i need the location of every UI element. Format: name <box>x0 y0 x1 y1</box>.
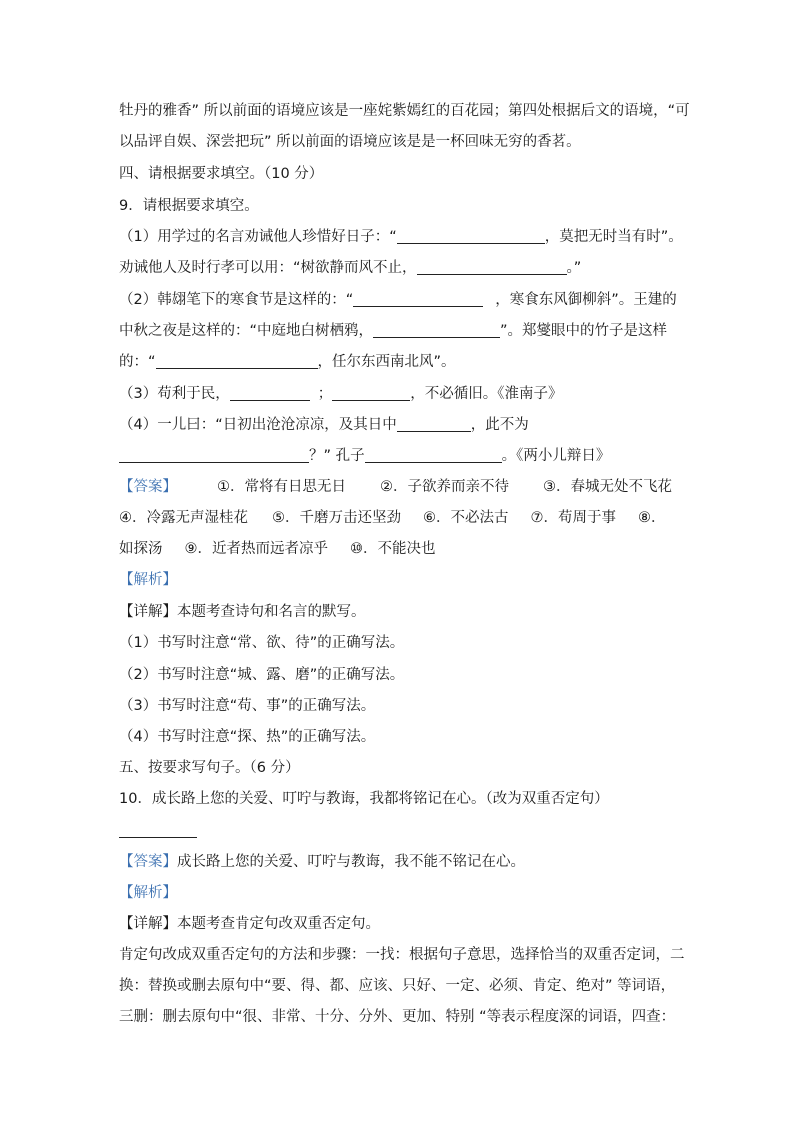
answer-blank[interactable] <box>397 430 471 432</box>
analysis-tag: 【解析】 <box>119 885 177 901</box>
explanation-line: （3）书写时注意“苟、事”的正确写法。 <box>119 698 376 714</box>
question-line: 劝诫他人及时行孝可以用：“树欲静而风不止， 。” <box>119 260 582 276</box>
question-line: （3）苟利于民， ； ，不必循旧。《淮南子》 <box>119 386 563 402</box>
answer-blank[interactable] <box>417 273 567 275</box>
question-line: （2）韩翃笔下的寒食节是这样的：“ ，寒食东风御柳斜”。王建的 <box>119 292 677 308</box>
answer-blank[interactable] <box>397 242 545 244</box>
section-heading: 四、请根据要求填空。（10 分） <box>119 166 324 182</box>
explanation-line: （4）书写时注意“探、热”的正确写法。 <box>119 729 376 745</box>
answer-line: 如探汤 ⑨．近者热而远者凉乎 ⑩．不能决也 <box>119 541 436 557</box>
detail-line: 【详解】本题考查肯定句改双重否定句。 <box>119 916 380 932</box>
question-title: 9．请根据要求填空。 <box>119 198 259 214</box>
answer-blank[interactable] <box>332 399 410 401</box>
answer-tag: 【答案】 <box>119 854 177 870</box>
section-heading: 五、按要求写句子。（6 分） <box>119 760 300 776</box>
question-line: （4）一儿曰：“日初出沧沧凉凉，及其日中 ，此不为 <box>119 417 529 433</box>
answer-blank[interactable] <box>119 461 309 463</box>
answer-line: 【答案】 ①．常将有日思无日 ②．子欲养而亲不待 ③．春城无处不飞花 <box>119 479 672 495</box>
question-line: 中秋之夜是这样的：“中庭地白树栖鸦， ”。郑燮眼中的竹子是这样 <box>119 323 668 339</box>
answer-blank[interactable] <box>373 336 500 338</box>
question-line: 的：“ ，任尔东西南北风”。 <box>119 354 456 370</box>
detail-line: 【详解】本题考查诗句和名言的默写。 <box>119 604 366 620</box>
answer-blank[interactable] <box>119 836 197 838</box>
answer-blank-line <box>119 821 197 841</box>
answer-blank[interactable] <box>156 367 318 369</box>
answer-blank[interactable] <box>230 399 310 401</box>
answer-tag: 【答案】 <box>119 479 177 495</box>
question-line: （1）用学过的名言劝诫他人珍惜好日子：“ ，莫把无时当有时”。 <box>119 229 683 245</box>
paragraph-line: 换：替换或删去原句中“要、得、都、应该、只好、一定、必须、肯定、绝对” 等词语， <box>119 978 676 994</box>
answer-line: 【答案】成长路上您的关爱、叮咛与教诲，我不能不铭记在心。 <box>119 854 525 870</box>
answer-line: ④．冷露无声湿桂花 ⑤．千磨万击还坚劲 ⑥．不必法古 ⑦．苟周于事 ⑧． <box>119 510 666 526</box>
question-line: ？” 孔子 。《两小儿辩日》 <box>119 446 610 466</box>
answer-blank[interactable] <box>353 305 483 307</box>
paragraph-line: 三删：删去原句中“很、非常、十分、分外、更加、特别 “等表示程度深的词语，四查： <box>119 1009 676 1025</box>
answer-blank[interactable] <box>365 461 502 463</box>
explanation-line: （2）书写时注意“城、露、磨”的正确写法。 <box>119 667 405 683</box>
analysis-tag: 【解析】 <box>119 572 177 588</box>
text-line: 以品评自娱、深尝把玩” 所以前面的语境应该是是一杯回味无穷的香茗。 <box>119 134 581 150</box>
explanation-line: （1）书写时注意“常、欲、待”的正确写法。 <box>119 635 405 651</box>
question-title: 10．成长路上您的关爱、叮咛与教诲，我都将铭记在心。（改为双重否定句） <box>119 791 609 807</box>
paragraph-line: 肯定句改成双重否定句的方法和步骤：一找：根据句子意思，选择恰当的双重否定词，二 <box>119 947 685 963</box>
text-line: 牡丹的雅香” 所以前面的语境应该是一座姹紫嫣红的百花园；第四处根据后文的语境，“可 <box>119 103 690 119</box>
